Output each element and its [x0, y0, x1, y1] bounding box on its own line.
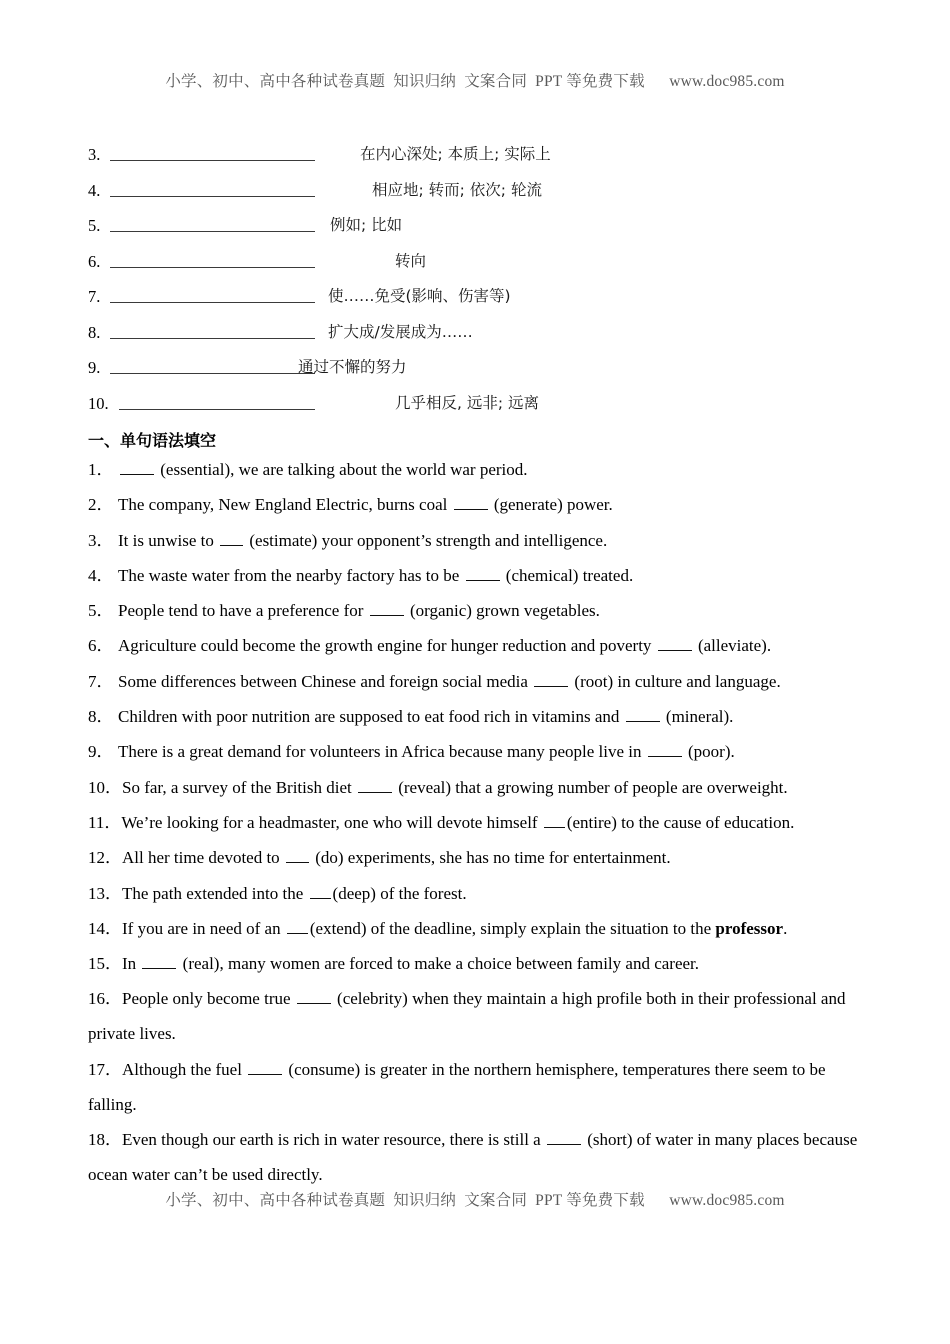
vocabulary-item-gloss: 例如; 比如: [330, 216, 403, 234]
exercise-text: (extend) of the deadline, simply explain the situation to the: [309, 918, 716, 938]
exercise-line: [88, 565, 878, 586]
vocabulary-item-gloss: 使……免受(影响、伤害等): [328, 287, 511, 305]
vocabulary-item-gloss: 通过不懈的努力: [298, 358, 407, 376]
vocabulary-item-gloss: 扩大成/发展成为……: [328, 322, 473, 341]
vocabulary-answer-blank[interactable]: [110, 356, 315, 374]
exercise-answer-blank[interactable]: [120, 461, 154, 475]
exercise-answer-blank[interactable]: [248, 1061, 282, 1075]
vocabulary-answer-blank[interactable]: [110, 179, 315, 197]
exercise-text: There is a great demand for volunteers in Africa because many people live in: [118, 742, 646, 762]
exercise-list: [88, 459, 878, 1199]
vocabulary-item-gloss: 在内心深处; 本质上; 实际上: [360, 145, 551, 163]
exercise-answer-blank[interactable]: [547, 1131, 581, 1145]
exercise-text: If you are in need of an: [122, 918, 285, 938]
exercise-text: (generate) power.: [489, 495, 613, 515]
vocabulary-item-number: 9.: [88, 358, 101, 377]
exercise-item-number: 4．: [88, 565, 114, 585]
exercise-text: falling.: [88, 1094, 137, 1114]
exercise-text: The path extended into the: [122, 883, 308, 903]
vocabulary-item-gloss: 转向: [395, 251, 427, 270]
exercise-item-number: 12．: [88, 848, 122, 868]
exercise-line: [88, 600, 878, 621]
exercise-text: We’re looking for a headmaster, one who will devote himself: [121, 812, 542, 832]
exercise-item: [88, 1129, 878, 1185]
exercise-item: [88, 600, 878, 621]
exercise-answer-blank[interactable]: [626, 708, 660, 722]
exercise-text: (root) in culture and language.: [570, 671, 781, 691]
exercise-line-continued: [88, 1023, 878, 1044]
exercise-text: In: [122, 954, 141, 974]
exercise-item-number: 18．: [88, 1130, 122, 1150]
exercise-line: [88, 1059, 878, 1080]
exercise-item: [88, 565, 878, 586]
exercise-line: [88, 635, 878, 656]
vocabulary-answer-blank[interactable]: [119, 392, 315, 410]
exercise-text: The waste water from the nearby factory has to be: [118, 565, 464, 585]
exercise-item: [88, 706, 878, 727]
exercise-line: [88, 671, 878, 692]
watermark-footer: 小学、初中、高中各种试卷真题 知识归纳 文案合同 PPT 等免费下载 www.doc985.com: [165, 1192, 785, 1209]
exercise-item: [88, 494, 878, 515]
exercise-text: (real), many women are forced to make a choice between family and career.: [178, 954, 700, 974]
vocabulary-answer-blank[interactable]: [110, 214, 315, 232]
exercise-line: [88, 741, 878, 762]
exercise-answer-blank[interactable]: [658, 637, 692, 651]
vocabulary-item-number: 7.: [88, 287, 101, 306]
exercise-item-number: 6．: [88, 636, 114, 656]
vocabulary-answer-blank[interactable]: [110, 285, 315, 303]
exercise-answer-blank[interactable]: [358, 779, 392, 793]
exercise-text: (entire) to the cause of education.: [566, 812, 795, 832]
exercise-item-number: 8．: [88, 707, 114, 727]
exercise-text: private lives.: [88, 1024, 176, 1044]
exercise-item-number: 13．: [88, 883, 122, 903]
vocabulary-item: [88, 141, 888, 177]
exercise-item: [88, 988, 878, 1044]
vocabulary-item: [88, 354, 888, 390]
exercise-text: (consume) is greater in the northern hemisphere, temperatures there seem to be: [284, 1059, 826, 1079]
exercise-text: Even though our earth is rich in water resource, there is still a: [122, 1130, 545, 1150]
exercise-answer-blank[interactable]: [648, 743, 682, 757]
exercise-item-number: 17．: [88, 1059, 122, 1079]
exercise-answer-blank[interactable]: [286, 849, 309, 863]
exercise-item-number: 15．: [88, 954, 122, 974]
vocabulary-item: [88, 248, 888, 284]
vocabulary-item-number: 5.: [88, 216, 101, 235]
exercise-item-number: 11．: [88, 812, 122, 832]
exercise-text: Although the fuel: [122, 1059, 247, 1079]
exercise-text: So far, a survey of the British diet: [122, 777, 356, 797]
vocabulary-item: [88, 390, 888, 426]
watermark-header: 小学、初中、高中各种试卷真题 知识归纳 文案合同 PPT 等免费下载 www.doc985.com: [165, 73, 785, 90]
exercise-item: [88, 741, 878, 762]
exercise-line: [88, 953, 878, 974]
exercise-text: Agriculture could become the growth engine for hunger reduction and poverty: [118, 636, 656, 656]
exercise-item: [88, 1059, 878, 1115]
exercise-text: All her time devoted to: [122, 848, 284, 868]
exercise-answer-blank[interactable]: [466, 567, 500, 581]
exercise-text: (poor).: [683, 742, 735, 762]
exercise-text: People tend to have a preference for: [118, 601, 368, 621]
exercise-line: [88, 494, 878, 515]
exercise-answer-blank[interactable]: [287, 920, 308, 934]
exercise-item-number: 14．: [88, 918, 122, 938]
exercise-item-number: 10．: [88, 777, 122, 797]
exercise-line: [88, 918, 878, 939]
exercise-item-number: 2．: [88, 495, 114, 515]
exercise-line: [88, 530, 878, 551]
vocabulary-item-gloss: 相应地; 转而; 依次; 轮流: [372, 180, 542, 199]
vocabulary-answer-blank[interactable]: [110, 321, 315, 339]
exercise-answer-blank[interactable]: [370, 602, 404, 616]
exercise-text: (alleviate).: [693, 636, 772, 656]
vocabulary-item: [88, 319, 888, 355]
exercise-text: (do) experiments, she has no time for entertainment.: [310, 848, 671, 868]
exercise-line: [88, 1129, 878, 1150]
exercise-answer-blank[interactable]: [544, 814, 565, 828]
exercise-text: People only become true: [122, 989, 295, 1009]
exercise-item: [88, 635, 878, 656]
exercise-line-continued: [88, 1164, 878, 1185]
exercise-text: (short) of water in many places because: [582, 1130, 858, 1150]
exercise-text: Some differences between Chinese and foreign social media: [118, 671, 533, 691]
exercise-text-bold: professor: [715, 918, 784, 938]
exercise-answer-blank[interactable]: [534, 673, 568, 687]
exercise-item: [88, 530, 878, 551]
exercise-item: [88, 459, 878, 480]
exercise-text: (estimate) your opponent’s strength and intelligence.: [245, 530, 608, 550]
exercise-text: The company, New England Electric, burns coal: [118, 495, 452, 515]
exercise-text: (deep) of the forest.: [332, 883, 467, 903]
exercise-item-number: 9．: [88, 742, 114, 762]
vocabulary-item-number: 6.: [88, 251, 101, 271]
vocabulary-item: [88, 177, 888, 213]
exercise-item: [88, 847, 878, 868]
exercise-text: (chemical) treated.: [501, 565, 634, 585]
exercise-line: [88, 988, 878, 1009]
exercise-text: .: [783, 918, 788, 938]
exercise-line: [88, 883, 878, 904]
exercise-line: [88, 777, 878, 798]
exercise-answer-blank[interactable]: [454, 496, 488, 510]
exercise-line: [88, 847, 878, 868]
vocabulary-answer-blank[interactable]: [110, 143, 315, 161]
exercise-item: [88, 671, 878, 692]
exercise-line-continued: [88, 1094, 878, 1115]
exercise-answer-blank[interactable]: [297, 990, 331, 1004]
exercise-text: (celebrity) when they maintain a high profile both in their professional and: [332, 989, 846, 1009]
vocabulary-item-number: 3.: [88, 145, 101, 164]
vocabulary-answer-blank[interactable]: [110, 250, 315, 268]
section-heading: 一、单句语法填空: [88, 431, 217, 450]
exercise-item-number: 5．: [88, 601, 114, 621]
exercise-text: (organic) grown vegetables.: [405, 601, 600, 621]
vocabulary-blank-list: [88, 141, 888, 425]
exercise-item-number: 1．: [88, 460, 114, 479]
vocabulary-item-gloss: 几乎相反, 远非; 远离: [395, 393, 540, 412]
exercise-line: [88, 706, 878, 727]
vocabulary-item-number: 8.: [88, 322, 101, 342]
exercise-item-number: 16．: [88, 989, 122, 1009]
vocabulary-item: [88, 212, 888, 248]
exercise-item: [88, 777, 878, 798]
vocabulary-item-number: 4.: [88, 180, 101, 200]
exercise-text: ocean water can’t be used directly.: [88, 1165, 323, 1185]
exercise-text: (essential), we are talking about the world war period.: [156, 460, 528, 479]
exercise-answer-blank[interactable]: [310, 885, 331, 899]
exercise-item: [88, 812, 878, 833]
exercise-item: [88, 918, 878, 939]
exercise-answer-blank[interactable]: [220, 532, 243, 546]
exercise-text: It is unwise to: [118, 530, 219, 550]
vocabulary-item: [88, 283, 888, 319]
exercise-answer-blank[interactable]: [142, 955, 176, 969]
exercise-text: Children with poor nutrition are supposed to eat food rich in vitamins and: [118, 707, 624, 727]
vocabulary-item-number: 10.: [88, 393, 109, 413]
exercise-line: [88, 812, 878, 833]
exercise-text: (mineral).: [661, 707, 734, 727]
exercise-item: [88, 953, 878, 974]
exercise-item-number: 3．: [88, 530, 114, 550]
exercise-item-number: 7．: [88, 671, 114, 691]
exercise-text: (reveal) that a growing number of people are overweight.: [393, 777, 788, 797]
exercise-line: [88, 459, 878, 480]
exercise-item: [88, 883, 878, 904]
